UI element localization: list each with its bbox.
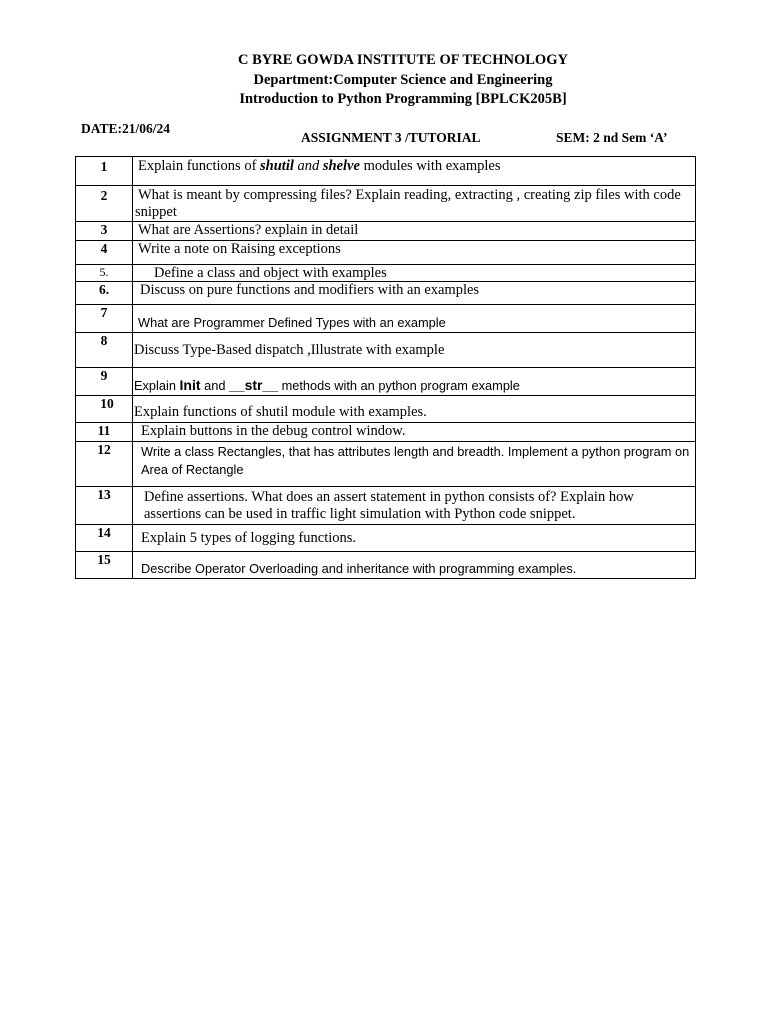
question-number: 5. bbox=[76, 265, 133, 282]
question-row bbox=[76, 368, 696, 396]
question-text: Explain Init and __str__ methods with an python program example bbox=[133, 368, 696, 396]
question-text: Describe Operator Overloading and inheritance with programming examples. bbox=[133, 552, 696, 579]
question-text: Discuss on pure functions and modifiers with an examples bbox=[133, 282, 696, 305]
question-text: Define a class and object with examples bbox=[133, 265, 696, 282]
question-row bbox=[76, 487, 696, 525]
question-text: Explain buttons in the debug control window. bbox=[133, 423, 696, 442]
date-label: DATE:21/06/24 bbox=[81, 121, 171, 136]
question-row bbox=[76, 525, 696, 552]
department-title: Department:Computer Science and Engineering bbox=[253, 72, 553, 88]
question-text: Explain functions of shutil and shelve modules with examples bbox=[133, 157, 696, 186]
question-row bbox=[76, 265, 696, 282]
question-number: 8 bbox=[76, 333, 133, 368]
questions-table bbox=[75, 156, 696, 579]
question-number: 14 bbox=[76, 525, 133, 552]
question-row bbox=[76, 552, 696, 579]
question-number: 7 bbox=[76, 305, 133, 333]
question-text: Explain 5 types of logging functions. bbox=[133, 525, 696, 552]
semester-label: SEM: 2 nd Sem ‘A’ bbox=[556, 130, 668, 145]
question-number: 4 bbox=[76, 241, 133, 265]
question-text: What are Programmer Defined Types with an example bbox=[133, 305, 696, 333]
question-row bbox=[76, 282, 696, 305]
question-row bbox=[76, 423, 696, 442]
question-text: What are Assertions? explain in detail bbox=[133, 222, 696, 241]
question-row bbox=[76, 241, 696, 265]
question-row bbox=[76, 333, 696, 368]
question-number: 12 bbox=[76, 442, 133, 487]
question-row bbox=[76, 305, 696, 333]
question-text: Write a class Rectangles, that has attributes length and breadth. Implement a python program on Area of Rectangle bbox=[133, 442, 696, 487]
course-title: Introduction to Python Programming [BPLCK205B] bbox=[239, 91, 567, 107]
question-row bbox=[76, 442, 696, 487]
question-number: 13 bbox=[76, 487, 133, 525]
question-text: Define assertions. What does an assert statement in python consists of? Explain how assertions can be used in traffic light simulation with Python code snippet. bbox=[133, 487, 696, 525]
question-number: 1 bbox=[76, 157, 133, 186]
question-number: 3 bbox=[76, 222, 133, 241]
question-number: 6. bbox=[76, 282, 133, 305]
question-text: Write a note on Raising exceptions bbox=[133, 241, 696, 265]
question-text: Explain functions of shutil module with examples. bbox=[133, 396, 696, 423]
question-row bbox=[76, 186, 696, 222]
question-number: 11 bbox=[76, 423, 133, 442]
question-text: Discuss Type-Based dispatch ,Illustrate with example bbox=[133, 333, 696, 368]
question-number: 15 bbox=[76, 552, 133, 579]
question-number: 10 bbox=[76, 396, 133, 423]
question-number: 2 bbox=[76, 186, 133, 222]
question-row bbox=[76, 222, 696, 241]
assignment-label: ASSIGNMENT 3 /TUTORIAL bbox=[301, 130, 481, 145]
question-row bbox=[76, 396, 696, 423]
question-row bbox=[76, 157, 696, 186]
question-number: 9 bbox=[76, 368, 133, 396]
institute-title: C BYRE GOWDA INSTITUTE OF TECHNOLOGY bbox=[238, 52, 568, 68]
question-text: What is meant by compressing files? Explain reading, extracting , creating zip files with code snippet bbox=[133, 186, 696, 222]
